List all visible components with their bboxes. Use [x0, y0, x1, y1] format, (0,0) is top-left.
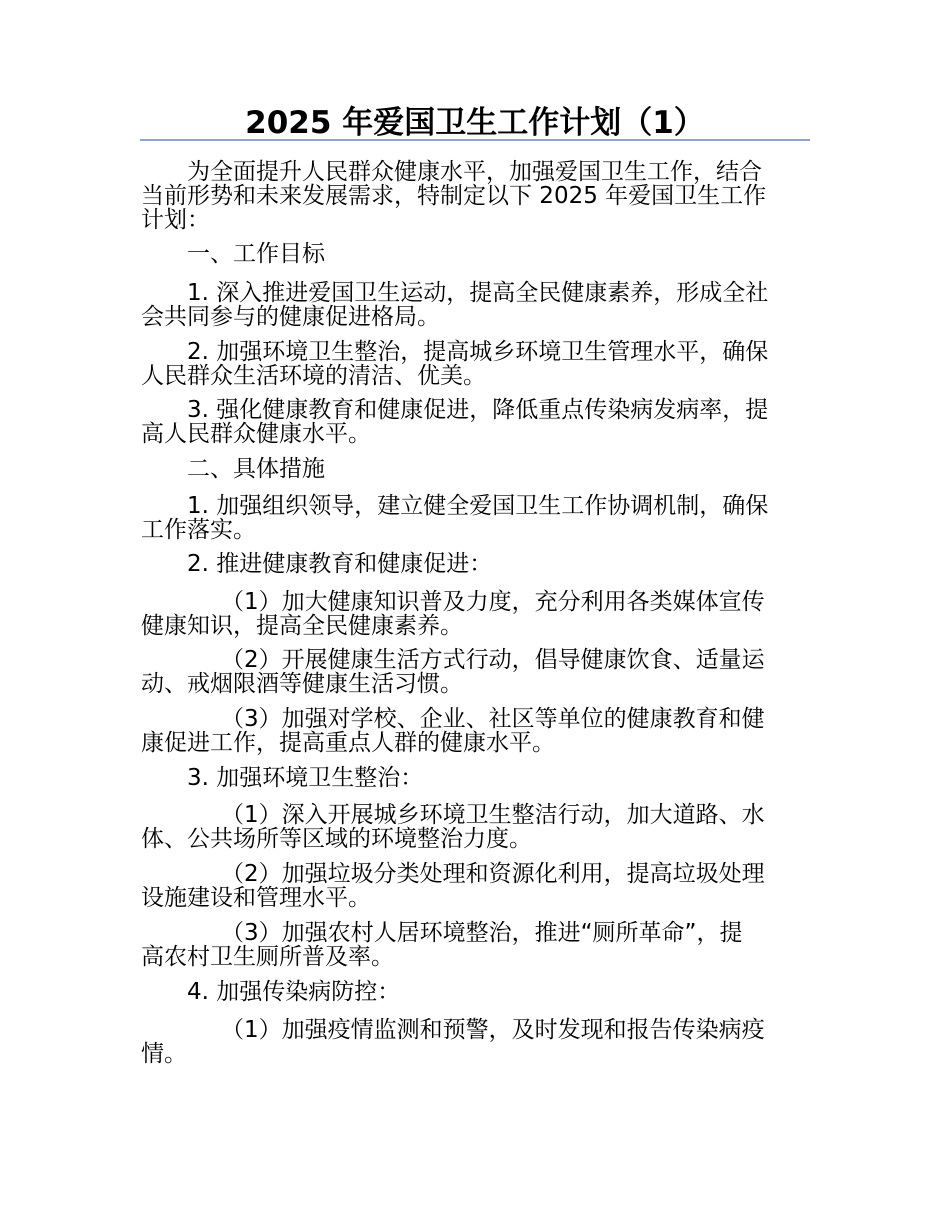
- goal-item-1: [141, 281, 811, 329]
- text-line: （2）开展健康生活方式行动，倡导健康饮食、适量运: [221, 647, 765, 673]
- section-heading-goals: [141, 242, 811, 266]
- text-line: 1. 加强组织领导，建立健全爱国卫生工作协调机制，确保: [187, 493, 769, 519]
- text-line: 体、公共场所等区域的环境整治力度。: [141, 826, 532, 852]
- text-line: 工作落实。: [141, 517, 256, 543]
- text-line: （3）加强农村人居环境整治，推进“厕所革命”，提: [221, 920, 743, 946]
- measure-item-2-sub-1: [141, 590, 811, 638]
- measure-item-4-sub-1: [141, 1018, 811, 1066]
- measure-item-3-sub-1: [141, 803, 811, 851]
- measure-item-3-sub-3: [141, 921, 811, 969]
- text-line: 动、戒烟限酒等健康生活习惯。: [141, 671, 463, 697]
- text-line: 3. 加强环境卫生整治：: [187, 765, 424, 791]
- text-line: 3. 强化健康教育和健康促进，降低重点传染病发病率，提: [187, 397, 769, 423]
- measure-item-2-sub-2: [141, 648, 811, 696]
- text-line: 计划：: [141, 207, 210, 233]
- text-line: 2. 推进健康教育和健康促进：: [187, 551, 493, 577]
- text-line: 4. 加强传染病防控：: [187, 979, 401, 1005]
- text-line: 情。: [141, 1041, 187, 1067]
- measure-item-3: [141, 766, 811, 790]
- goal-item-2: [141, 340, 811, 388]
- measure-item-2: [141, 552, 811, 576]
- text-line: 高农村卫生厕所普及率。: [141, 944, 394, 970]
- document-title: 2025 年爱国卫生工作计划（1）: [245, 105, 705, 141]
- measure-item-3-sub-2: [141, 862, 811, 910]
- text-line: 1. 深入推进爱国卫生运动，提高全民健康素养，形成全社: [187, 280, 769, 306]
- text-line: （1）深入开展城乡环境卫生整洁行动，加大道路、水: [221, 802, 765, 828]
- measure-item-1: [141, 494, 811, 542]
- measure-item-2-sub-3: [141, 707, 811, 755]
- text-line: 当前形势和未来发展需求，特制定以下 2025 年爱国卫生工作: [141, 183, 767, 209]
- text-line: 二、具体措施: [187, 456, 325, 482]
- text-line: 人民群众生活环境的清洁、优美。: [141, 363, 486, 389]
- section-heading-measures: [141, 457, 811, 481]
- text-line: （3）加强对学校、企业、社区等单位的健康教育和健: [221, 706, 765, 732]
- intro-paragraph: [141, 160, 811, 232]
- text-line: 健康知识，提高全民健康素养。: [141, 613, 463, 639]
- text-line: 2. 加强环境卫生整治，提高城乡环境卫生管理水平，确保: [187, 339, 769, 365]
- text-line: 一、工作目标: [187, 241, 325, 267]
- text-line: 高人民群众健康水平。: [141, 421, 371, 447]
- measure-item-4: [141, 980, 811, 1004]
- text-line: 康促进工作，提高重点人群的健康水平。: [141, 730, 555, 756]
- text-line: 会共同参与的健康促进格局。: [141, 304, 440, 330]
- text-line: 为全面提升人民群众健康水平，加强爱国卫生工作，结合: [187, 159, 762, 185]
- text-line: （2）加强垃圾分类处理和资源化利用，提高垃圾处理: [221, 861, 765, 887]
- goal-item-3: [141, 398, 811, 446]
- text-line: 设施建设和管理水平。: [141, 885, 371, 911]
- title-underline: [140, 139, 810, 141]
- text-line: （1）加强疫情监测和预警，及时发现和报告传染病疫: [221, 1017, 765, 1043]
- text-line: （1）加大健康知识普及力度，充分利用各类媒体宣传: [221, 589, 765, 615]
